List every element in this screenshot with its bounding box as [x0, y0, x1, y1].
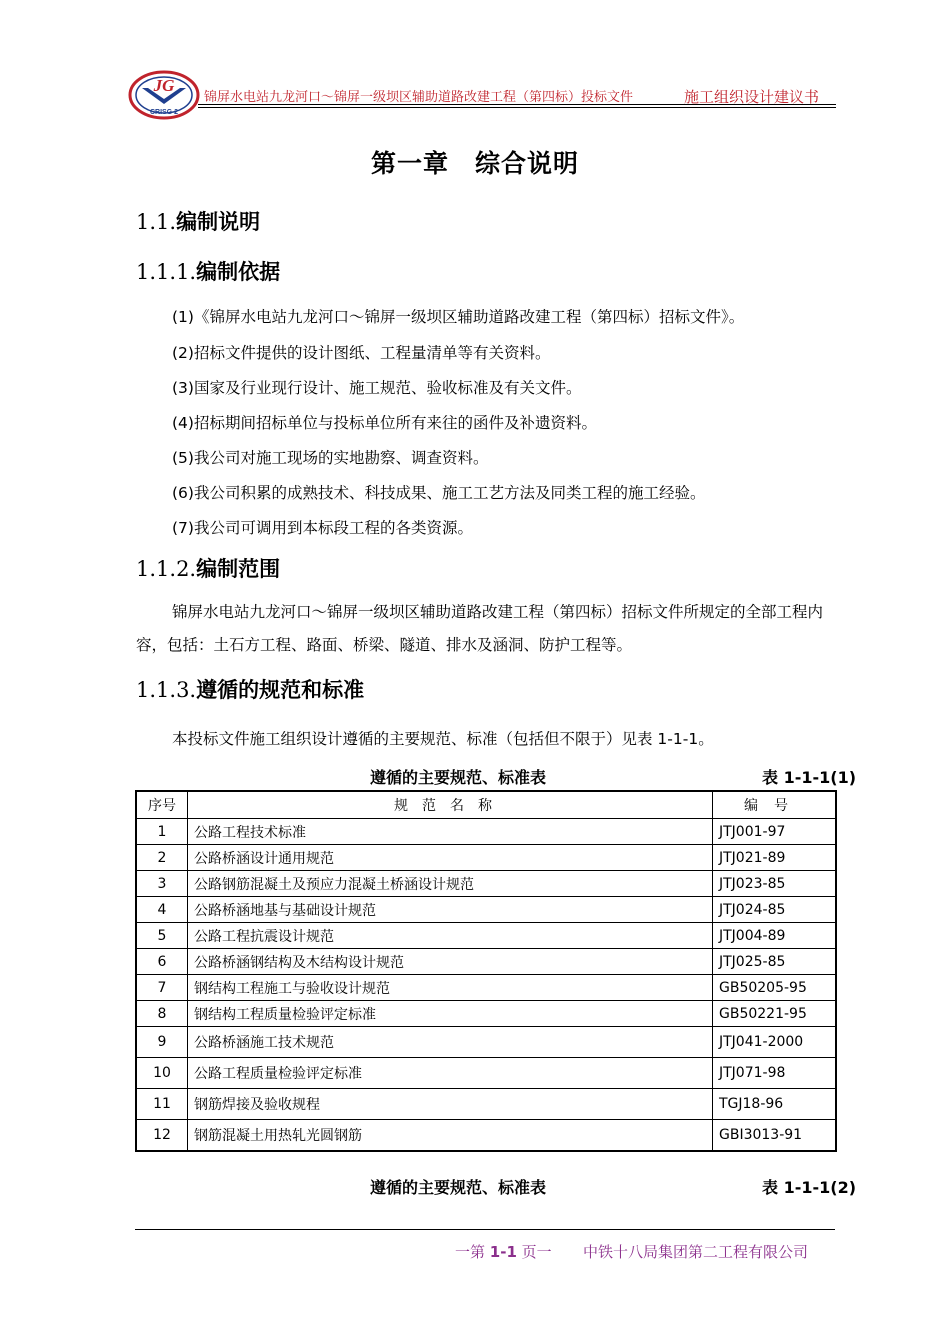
header-code: 编号	[713, 791, 837, 819]
svg-text:JG: JG	[153, 76, 175, 95]
footer-page-number	[455, 1241, 552, 1262]
row-standard-name: 钢筋焊接及验收规程	[188, 1089, 713, 1120]
basis-item: (1)《锦屏水电站九龙河口～锦屏一级坝区辅助道路改建工程（第四标）招标文件》。	[172, 308, 745, 326]
basis-item: (5)我公司对施工现场的实地勘察、调查资料。	[172, 449, 489, 467]
basis-item: (2)招标文件提供的设计图纸、工程量清单等有关资料。	[172, 344, 551, 362]
row-code: GB50221-95	[713, 1001, 837, 1027]
table-row	[136, 1120, 836, 1152]
row-standard-name: 公路桥涵地基与基础设计规范	[188, 897, 713, 923]
row-code: JTJ004-89	[713, 923, 837, 949]
section-number: 1.1.3.	[136, 678, 197, 702]
row-standard-name: 公路钢筋混凝土及预应力混凝土桥涵设计规范	[188, 871, 713, 897]
row-standard-name: 公路桥涵施工技术规范	[188, 1027, 713, 1058]
table-row	[136, 923, 836, 949]
row-code: TGJ18-96	[713, 1089, 837, 1120]
section-heading-1-1	[136, 206, 260, 236]
row-code: JTJ001-97	[713, 819, 837, 845]
page-suffix: 页一	[516, 1243, 552, 1261]
section-number: 1.1.2.	[136, 557, 197, 581]
footer-rule	[135, 1229, 835, 1230]
row-index: 10	[136, 1058, 188, 1089]
table-header-row	[136, 791, 836, 819]
row-index: 7	[136, 975, 188, 1001]
row-standard-name: 钢筋混凝土用热轧光圆钢筋	[188, 1120, 713, 1152]
row-code: JTJ021-89	[713, 845, 837, 871]
row-standard-name: 公路工程技术标准	[188, 819, 713, 845]
section-title: 编制依据	[196, 260, 281, 284]
table-row	[136, 1001, 836, 1027]
header-rule-second	[198, 107, 836, 108]
footer-company-name: 中铁十八局集团第二工程有限公司	[583, 1243, 809, 1261]
row-index: 3	[136, 871, 188, 897]
company-logo	[128, 70, 200, 120]
row-standard-name: 公路桥涵设计通用规范	[188, 845, 713, 871]
section-number: 1.1.	[136, 210, 177, 234]
page-number: 1-1	[489, 1243, 517, 1261]
section-title: 编制说明	[176, 210, 261, 234]
row-index: 8	[136, 1001, 188, 1027]
row-standard-name: 公路工程质量检验评定标准	[188, 1058, 713, 1089]
table-row	[136, 949, 836, 975]
page-prefix: 一第	[455, 1243, 490, 1261]
table-row	[136, 845, 836, 871]
table-number: 表 1-1-1(1)	[762, 768, 857, 787]
chapter-title: 第一章 综合说明	[370, 149, 579, 178]
row-code: JTJ023-85	[713, 871, 837, 897]
basis-item: (7)我公司可调用到本标段工程的各类资源。	[172, 519, 473, 537]
table-caption-continued: 遵循的主要规范、标准表	[370, 1178, 547, 1197]
table-row	[136, 975, 836, 1001]
row-index: 9	[136, 1027, 188, 1058]
section-heading-1-1-1	[136, 256, 280, 286]
table-row	[136, 1089, 836, 1120]
header-standard-name: 规范名称	[188, 791, 713, 819]
scope-paragraph: 锦屏水电站九龙河口～锦屏一级坝区辅助道路改建工程（第四标）招标文件所规定的全部工程内容，包括：土石方工程、路面、桥梁、隧道、排水及涵洞、防护工程等。	[136, 603, 824, 654]
header-project-title: 锦屏水电站九龙河口～锦屏一级坝区辅助道路改建工程（第四标）投标文件	[204, 90, 634, 105]
row-index: 4	[136, 897, 188, 923]
table-row	[136, 897, 836, 923]
row-index: 6	[136, 949, 188, 975]
row-standard-name: 公路桥涵钢结构及木结构设计规范	[188, 949, 713, 975]
header-rule	[198, 104, 836, 105]
table-caption: 遵循的主要规范、标准表	[370, 768, 547, 787]
row-code: GB50205-95	[713, 975, 837, 1001]
row-standard-name: 公路工程抗震设计规范	[188, 923, 713, 949]
row-index: 11	[136, 1089, 188, 1120]
section-title: 遵循的规范和标准	[196, 678, 365, 702]
row-code: JTJ025-85	[713, 949, 837, 975]
row-code: GBI3013-91	[713, 1120, 837, 1152]
standards-intro: 本投标文件施工组织设计遵循的主要规范、标准（包括但不限于）见表 1-1-1。	[172, 730, 714, 748]
basis-item: (6)我公司积累的成熟技术、科技成果、施工工艺方法及同类工程的施工经验。	[172, 484, 706, 502]
standards-table	[135, 790, 837, 1152]
table-row	[136, 819, 836, 845]
section-title: 编制范围	[196, 557, 281, 581]
row-code: JTJ071-98	[713, 1058, 837, 1089]
header-index: 序号	[136, 791, 188, 819]
row-standard-name: 钢结构工程质量检验评定标准	[188, 1001, 713, 1027]
logo-text: CRISG 2	[149, 109, 179, 116]
row-code: JTJ024-85	[713, 897, 837, 923]
header-document-type: 施工组织设计建议书	[684, 88, 820, 106]
table-row	[136, 1058, 836, 1089]
table-number-continued: 表 1-1-1(2)	[762, 1178, 857, 1197]
section-heading-1-1-2	[136, 553, 280, 583]
section-heading-1-1-3	[136, 674, 364, 704]
row-standard-name: 钢结构工程施工与验收设计规范	[188, 975, 713, 1001]
basis-item: (4)招标期间招标单位与投标单位所有来往的函件及补遗资料。	[172, 414, 597, 432]
row-index: 2	[136, 845, 188, 871]
table-row	[136, 871, 836, 897]
row-index: 12	[136, 1120, 188, 1152]
row-code: JTJ041-2000	[713, 1027, 837, 1058]
row-index: 5	[136, 923, 188, 949]
table-row	[136, 1027, 836, 1058]
section-number: 1.1.1.	[136, 260, 197, 284]
basis-item: (3)国家及行业现行设计、施工规范、验收标准及有关文件。	[172, 379, 582, 397]
row-index: 1	[136, 819, 188, 845]
